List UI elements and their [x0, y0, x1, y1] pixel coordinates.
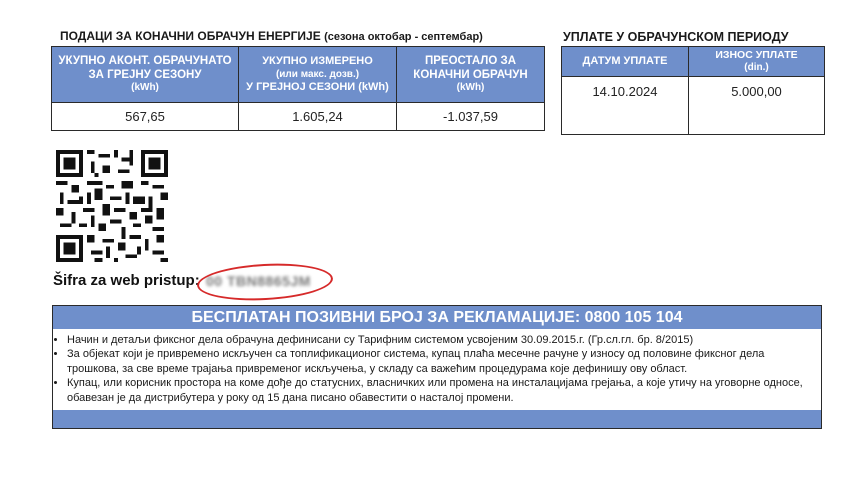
- notice-item-status-change: • Купац, или корисник простора на коме дође до статусних, власничких или промена на инсталацијама грејања, а које утичу на уговорне односе, обавезан је да дистрибутера у року од 15 дана писано обавестити о насталој промени.: [67, 376, 813, 405]
- payments-col-header-amount: ИЗНОС УПЛАТЕ (din.): [689, 47, 825, 77]
- energy-value-advance: 567,65: [52, 103, 239, 131]
- complaints-hotline-header: БЕСПЛАТАН ПОЗИВНИ БРОЈ ЗА РЕКЛАМАЦИЈЕ: 0800 105 104: [53, 306, 821, 329]
- notice-list: [57, 333, 813, 405]
- energy-section-season-note: (сезона октобар - септембар): [324, 31, 483, 43]
- energy-value-remaining: -1.037,59: [397, 103, 545, 131]
- qr-code: [56, 150, 168, 262]
- web-access-label: Šifra za web pristup:: [53, 272, 200, 289]
- energy-section-title-text: ПОДАЦИ ЗА КОНАЧНИ ОБРАЧУН ЕНЕРГИЈЕ: [60, 29, 321, 43]
- energy-col-header-measured: УКУПНО ИЗМЕРЕНО (или макс. дозв.) У ГРЕЈНОЈ СЕЗОНИ (kWh): [239, 47, 397, 103]
- web-access-code: 00 TBN8865JM: [206, 273, 311, 289]
- payment-amount-cell: 5.000,00: [689, 76, 825, 134]
- payments-col-header-date: ДАТУМ УПЛАТЕ: [562, 47, 689, 77]
- payment-date-cell: 14.10.2024: [562, 76, 689, 134]
- notice-item-disconnection: • За објекат који је привремено искључен са топлификационог система, купац плаћа месечне рачуне у износу од половине фиксног дела трошкова, за све време трајања привременог искључења, у складу са важећим процедурама које дефинишу ову област.: [67, 347, 813, 376]
- notice-footer-bar: [53, 410, 821, 428]
- energy-section-title: [60, 29, 483, 43]
- payments-table: [561, 46, 825, 135]
- energy-col-header-remaining: ПРЕОСТАЛО ЗА КОНАЧНИ ОБРАЧУН (kWh): [397, 47, 545, 103]
- energy-table: [51, 46, 545, 131]
- complaints-notice-box: [52, 305, 822, 429]
- notice-item-tariff: • Начин и детаљи фиксног дела обрачуна дефинисани су Тарифним системом усвојеним 30.09.2015.г. (Гр.сл.гл. бр. 8/2015): [67, 333, 813, 347]
- energy-col-header-advance: УКУПНО АКОНТ. ОБРАЧУНАТО ЗА ГРЕЈНУ СЕЗОНУ (kWh): [52, 47, 239, 103]
- redaction-circle: [196, 260, 334, 303]
- payments-section-title: УПЛАТЕ У ОБРАЧУНСКОМ ПЕРИОДУ: [563, 30, 789, 44]
- energy-value-measured: 1.605,24: [239, 103, 397, 131]
